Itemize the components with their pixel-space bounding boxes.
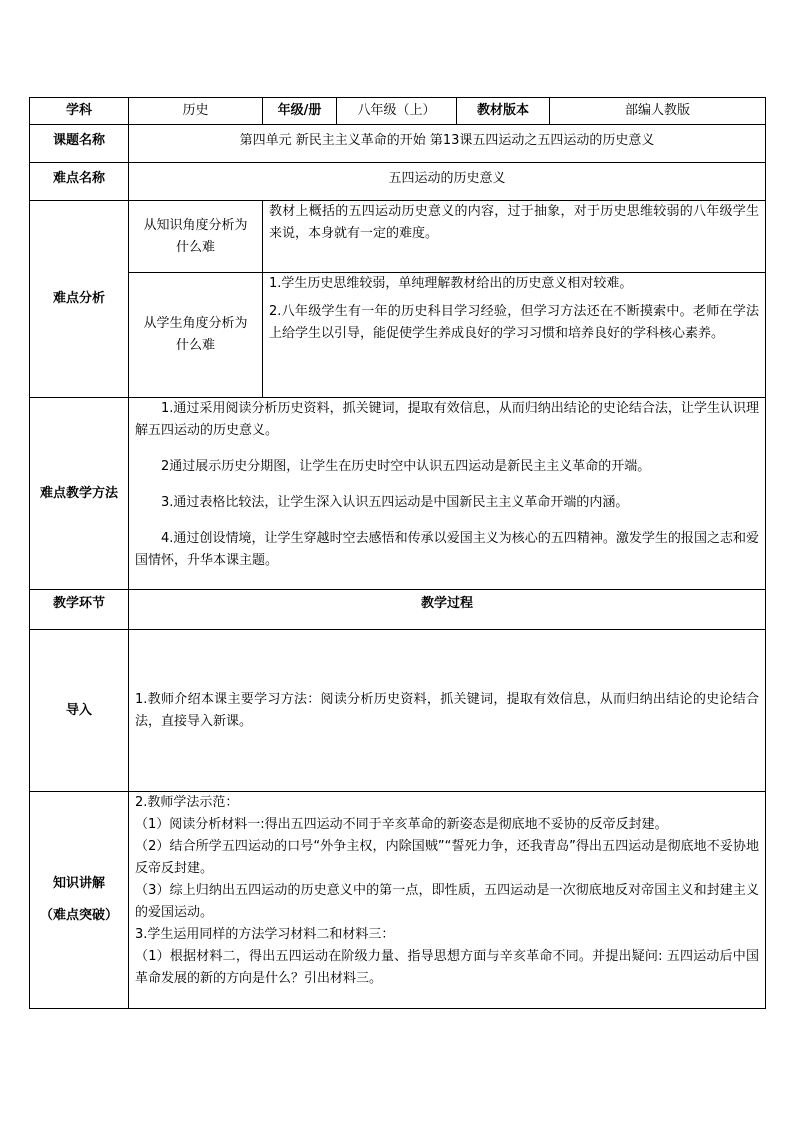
lecture-sublabel: （难点突破） bbox=[39, 908, 118, 923]
method-item-2: 2通过展示历史分期图，让学生在历史时空中认识五四运动是新民主主义革命的开端。 bbox=[161, 459, 651, 474]
difficulty-value: 五四运动的历史意义 bbox=[129, 163, 766, 201]
lecture-line-1: 2.教师学法示范： bbox=[135, 795, 239, 810]
grade-label: 年级/册 bbox=[263, 98, 337, 125]
methods-label: 难点教学方法 bbox=[30, 398, 129, 590]
student-angle-label: 从学生角度分析为什么难 bbox=[129, 273, 263, 398]
student-point-2: 2.八年级学生有一年的历史科目学习经验，但学习方法还在不断摸索中。老师在学法上给学生以引导，能促使学生养成良好的学习习惯和培养良好的学科核心素养。 bbox=[269, 304, 759, 341]
analysis-label: 难点分析 bbox=[30, 201, 129, 398]
lecture-line-5: 3.学生运用同样的方法学习材料二和材料三： bbox=[135, 927, 395, 942]
knowledge-angle-label: 从知识角度分析为什么难 bbox=[129, 201, 263, 273]
lecture-line-6: （1）根据材料二，得出五四运动在阶级力量、指导思想方面与辛亥革命不同。并提出疑问: 五四运动后中国革命发展的新的方向是什么？引出材料三。 bbox=[135, 949, 759, 986]
lesson-row bbox=[30, 125, 766, 163]
lecture-cell bbox=[129, 792, 766, 1009]
method-item-3: 3.通过表格比较法，让学生深入认识五四运动是中国新民主主义革命开端的内涵。 bbox=[161, 495, 629, 510]
analysis-knowledge-row bbox=[30, 201, 766, 273]
difficulty-row bbox=[30, 163, 766, 201]
lesson-label: 课题名称 bbox=[30, 125, 129, 163]
step-header: 教学环节 bbox=[30, 590, 129, 630]
intro-row bbox=[30, 630, 766, 792]
methods-row bbox=[30, 398, 766, 590]
process-header: 教学过程 bbox=[129, 590, 766, 630]
lesson-plan-table bbox=[29, 97, 766, 1009]
method-item-4: 4.通过创设情境，让学生穿越时空去感悟和传承以爱国主义为核心的五四精神。激发学生的报国之志和爱国情怀，升华本课主题。 bbox=[135, 531, 759, 568]
intro-text: 1.教师介绍本课主要学习方法：阅读分析历史资料，抓关键词，提取有效信息，从而归纳出结论的史论结合法，直接导入新课。 bbox=[129, 630, 766, 792]
lecture-line-2: （1）阅读分析材料一:得出五四运动不同于辛亥革命的新姿态是彻底地不妥协的反帝反封建。 bbox=[135, 817, 668, 832]
header-row bbox=[30, 98, 766, 125]
difficulty-label: 难点名称 bbox=[30, 163, 129, 201]
edition-value: 部编人教版 bbox=[550, 98, 766, 125]
analysis-student-row bbox=[30, 273, 766, 398]
student-point-1: 1.学生历史思维较弱，单纯理解教材给出的历史意义相对较难。 bbox=[269, 276, 633, 291]
lesson-value: 第四单元 新民主主义革命的开始 第13课五四运动之五四运动的历史意义 bbox=[129, 125, 766, 163]
subject-label: 学科 bbox=[30, 98, 129, 125]
student-angle-cell bbox=[263, 273, 766, 398]
lecture-label: 知识讲解 bbox=[52, 876, 105, 891]
method-item-1: 1.通过采用阅读分析历史资料，抓关键词，提取有效信息，从而归纳出结论的史论结合法，让学生认识理解五四运动的历史意义。 bbox=[135, 401, 759, 438]
knowledge-angle-text: 教材上概括的五四运动历史意义的内容，过于抽象，对于历史思维较弱的八年级学生来说，本身就有一定的难度。 bbox=[263, 201, 766, 273]
subject-value: 历史 bbox=[129, 98, 263, 125]
intro-label: 导入 bbox=[30, 630, 129, 792]
lecture-row bbox=[30, 792, 766, 1009]
grade-value: 八年级（上） bbox=[337, 98, 457, 125]
lecture-line-3: （2）结合所学五四运动的口号“外争主权，内除国贼”“誓死力争，还我青岛”得出五四运动是彻底地不妥协地反帝反封建。 bbox=[135, 839, 759, 876]
edition-label: 教材版本 bbox=[457, 98, 550, 125]
methods-cell bbox=[129, 398, 766, 590]
lecture-label-cell bbox=[30, 792, 129, 1009]
lecture-line-4: （3）综上归纳出五四运动的历史意义中的第一点，即性质，五四运动是一次彻底地反对帝国主义和封建主义的爱国运动。 bbox=[135, 883, 759, 920]
process-header-row bbox=[30, 590, 766, 630]
